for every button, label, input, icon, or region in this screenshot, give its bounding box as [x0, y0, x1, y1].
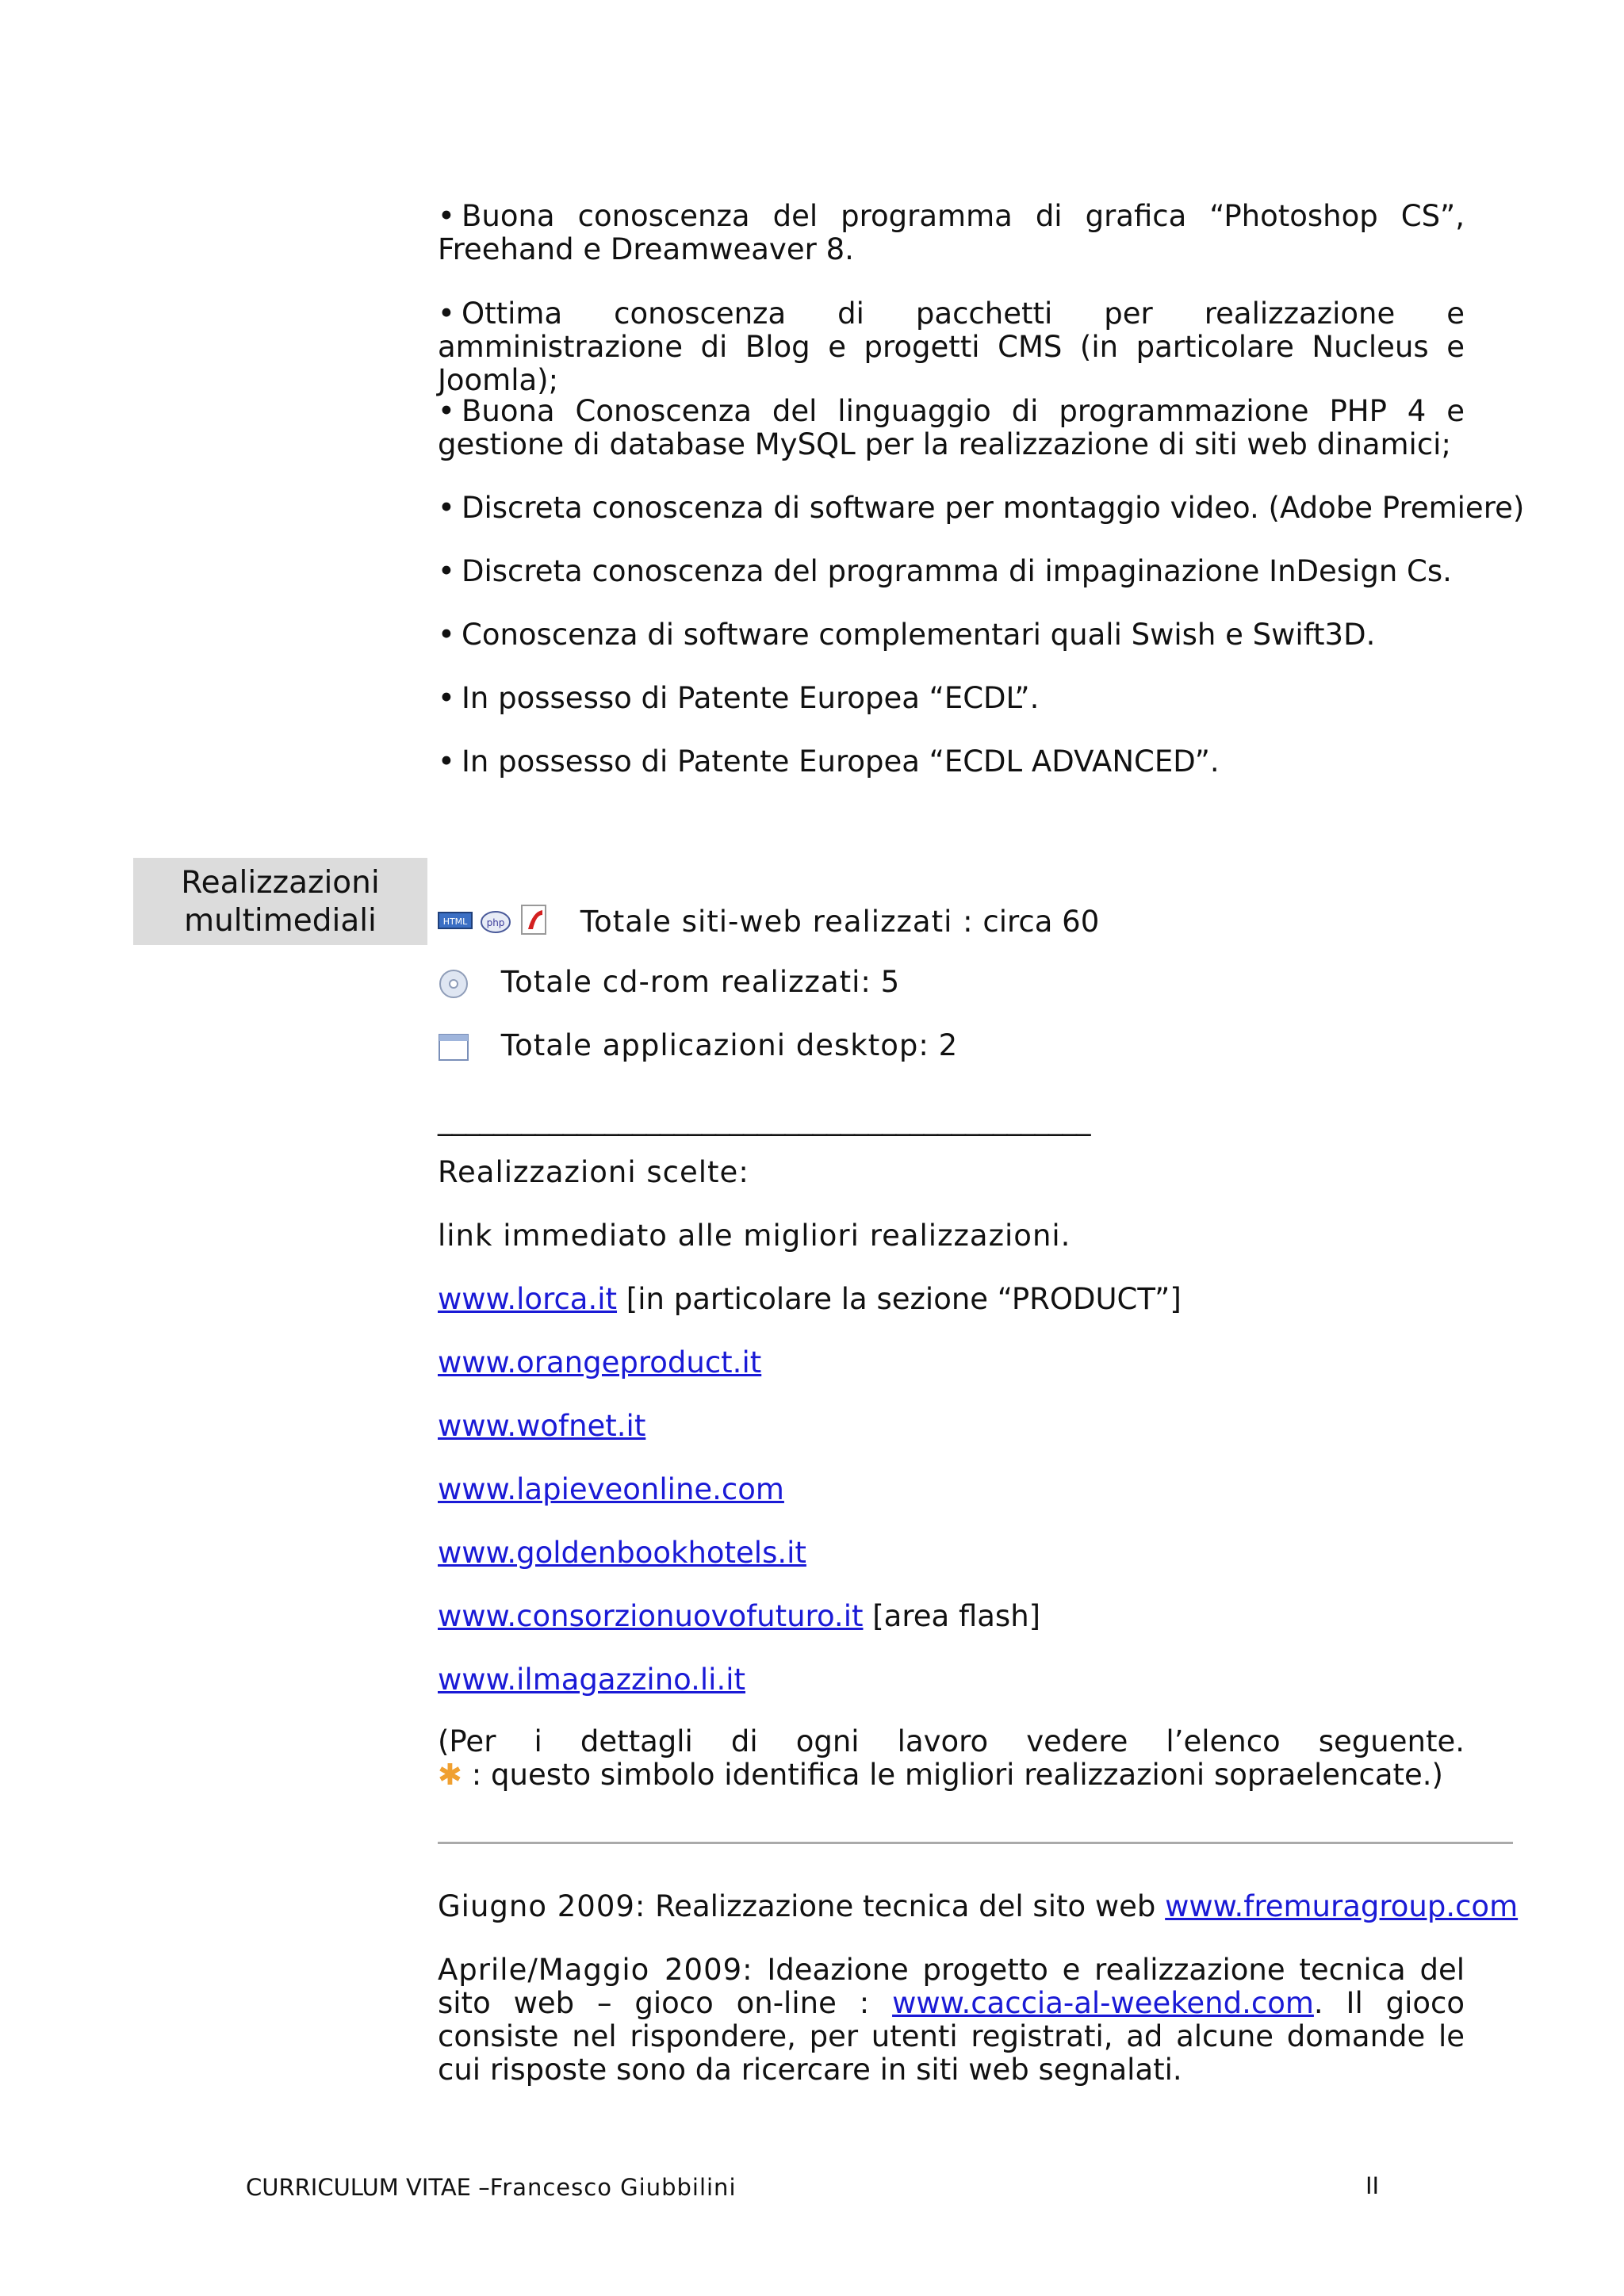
chosen-subtitle: link immediato alle migliori realizzazioni.: [438, 1219, 1071, 1253]
work-entry: Giugno 2009: Realizzazione tecnica del sito web www.fremuragroup.com: [438, 1889, 1519, 1923]
horizontal-rule: [438, 1842, 1513, 1844]
link-item: www.lorca.it [in particolare la sezione “PRODUCT”]: [438, 1282, 1182, 1316]
skill-item: • Discreta conoscenza del programma di impaginazione InDesign Cs.: [438, 554, 1452, 588]
flash-icon: [519, 904, 550, 937]
section-label-realizzazioni: Realizzazioni multimediali: [133, 858, 427, 945]
link-url[interactable]: www.wofnet.it: [438, 1409, 646, 1443]
link-url[interactable]: www.lorca.it: [438, 1282, 618, 1316]
note-block: [438, 1725, 1465, 1792]
link-url[interactable]: www.orangeproduct.it: [438, 1345, 762, 1380]
link-item: [438, 1346, 761, 1380]
skill-item: • Buona Conoscenza del linguaggio di programmazione PHP 4 e gestione di database MySQL per la realizzazione di siti web dinamici;: [438, 394, 1465, 461]
svg-text:php: php: [486, 917, 505, 928]
total-desktop-apps: Totale applicazioni desktop: 2: [438, 1029, 957, 1062]
skill-item: • In possesso di Patente Europea “ECDL ADVANCED”.: [438, 744, 1220, 779]
link-item: [438, 1536, 806, 1570]
chosen-title: Realizzazioni scelte:: [438, 1155, 749, 1189]
link-url[interactable]: www.ilmagazzino.li.it: [438, 1663, 746, 1697]
skill-item: • Buona conoscenza del programma di grafica “Photoshop CS”, Freehand e Dreamweaver 8.: [438, 199, 1465, 266]
link-url[interactable]: www.goldenbookhotels.it: [438, 1536, 806, 1570]
work-link[interactable]: www.caccia-al-weekend.com: [892, 1986, 1314, 2020]
link-item: [438, 1663, 745, 1697]
underscore-divider: _______________________________________________: [438, 1102, 1090, 1136]
link-url[interactable]: www.lapieveonline.com: [438, 1472, 784, 1506]
skill-item: • In possesso di Patente Europea “ECDL”.: [438, 681, 1040, 715]
html-icon: [438, 909, 473, 932]
note-line-1: (Per i dettagli di ogni lavoro vedere l’elenco seguente.: [438, 1724, 1465, 1758]
skill-item: • Discreta conoscenza di software per montaggio video. (Adobe Premiere): [438, 491, 1525, 525]
skill-item: • Conoscenza di software complementari quali Swish e Swift3D.: [438, 618, 1376, 652]
window-icon: [438, 1033, 469, 1062]
work-entry: Aprile/Maggio 2009: Ideazione progetto e realizzazione tecnica del sito web – gioco on-line : www.caccia-al-weekend.com. Il gioco consiste nel rispondere, per utenti registrati, ad alcune domande le cui risposte sono da ricercare in siti web segnalati.: [438, 1953, 1465, 2087]
footer-title: CURRICULUM VITAE –Francesco Giubbilini: [246, 2174, 737, 2201]
work-link[interactable]: www.fremuragroup.com: [1165, 1889, 1519, 1923]
total-cdrom: Totale cd-rom realizzati: 5: [438, 966, 899, 1000]
link-item: www.consorzionuovofuturo.it [area flash]: [438, 1599, 1041, 1633]
total-websites: HTML php Totale siti-web realizzati : circa 60: [438, 904, 1099, 939]
skill-item: • Ottima conoscenza di pacchetti per realizzazione e amministrazione di Blog e progetti CMS (in particolare Nucleus e Joomla);: [438, 297, 1465, 397]
note-line-2: ✱ : questo simbolo identifica le migliori realizzazioni sopraelencate.): [438, 1758, 1443, 1792]
php-icon: [479, 905, 512, 936]
link-item: [438, 1410, 645, 1443]
link-item: [438, 1473, 784, 1506]
page-number: II: [1365, 2172, 1380, 2199]
web-icons: [438, 904, 550, 937]
cd-icon: [438, 968, 469, 1000]
link-url[interactable]: www.consorzionuovofuturo.it: [438, 1599, 864, 1633]
star-icon: ✱: [438, 1758, 463, 1792]
svg-text:HTML: HTML: [442, 916, 468, 927]
